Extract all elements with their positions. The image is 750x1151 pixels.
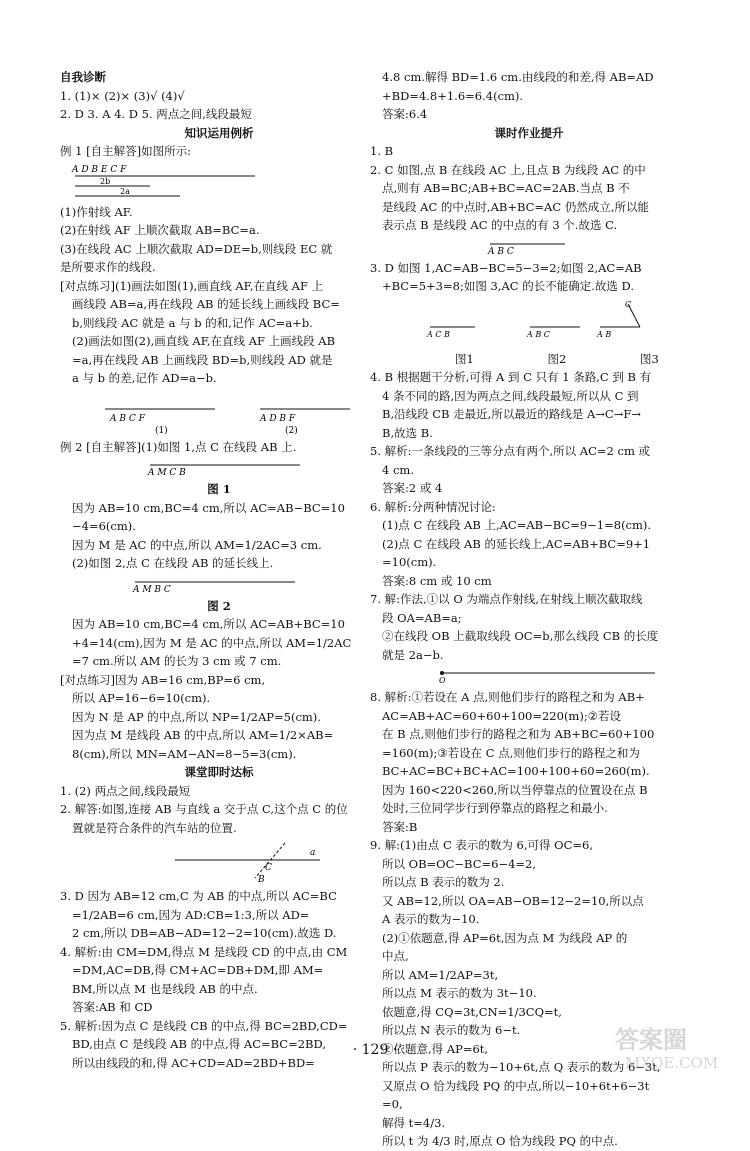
text-line: 4. B 根据题干分析,可得 A 到 C 只有 1 条路,C 到 B 有 bbox=[370, 370, 652, 384]
example-1-figure bbox=[60, 164, 260, 200]
text-line: 因为 160<220<260,所以当停靠点的位置设在点 B bbox=[382, 782, 648, 797]
text-line: 是所要求作的线段. bbox=[60, 260, 156, 274]
text-line: 所以 AM=1/2AP=3t, bbox=[382, 967, 499, 982]
text-line: 3. D 如图 1,AC=AB−BC=5−3=2;如图 2,AC=AB bbox=[370, 260, 642, 275]
text-line: +BC=5+3=8;如图 3,AC 的长不能确定.故选 D. bbox=[382, 279, 634, 293]
svg-text:(2): (2) bbox=[285, 425, 298, 435]
text-line: 所以点 N 表示的数为 6−t. bbox=[382, 1023, 521, 1037]
svg-text:2b: 2b bbox=[100, 176, 111, 186]
text-line: (3)在线段 AC 上顺次截取 AD=DE=b,则线段 EC 就 bbox=[60, 241, 333, 256]
section-title-self-diagnosis: 自我诊断 bbox=[60, 70, 106, 84]
text-line: 8. 解析:①若设在 A 点,则他们步行的路程之和为 AB+ bbox=[370, 690, 645, 704]
text-line: [对点练习](1)画法如图(1),画直线 AF,在直线 AF 上 bbox=[60, 278, 324, 293]
svg-text:A B C: A B C bbox=[488, 246, 514, 256]
text-line: =7 cm.所以 AM 的长为 3 cm 或 7 cm. bbox=[72, 654, 282, 668]
svg-text:a: a bbox=[310, 848, 316, 858]
svg-text:A M B C: A M B C bbox=[133, 584, 171, 594]
text-line: =1/2AB=6 cm,因为 AD:CB=1:3,所以 AD= bbox=[72, 907, 310, 922]
text-line: 表示点 B 是线段 AC 的中点的有 3 个.故选 C. bbox=[382, 218, 618, 232]
text-line: (1)点 C 在线段 AB 上,AC=AB−BC=9−1=8(cm). bbox=[382, 518, 652, 532]
example-1: 例 1 [自主解答]如图所示: bbox=[60, 144, 191, 158]
svg-text:A M C B: A M C B bbox=[148, 468, 186, 477]
text-line: =DM,AC=DB,得 CM+AC=DB+DM,即 AM= bbox=[72, 963, 324, 977]
text-line: 在 B 点,则他们步行的路程之和为 AB+BC=60+100 bbox=[382, 727, 655, 741]
text-line: 画线段 AB=a,再在线段 AB 的延长线上画线段 BC= bbox=[72, 297, 340, 311]
text-line: 4 条不同的路,因为两点之间,线段最短,所以从 C 到 bbox=[382, 388, 639, 403]
text-line: B,沿线段 CB 走最近,所以最近的路线是 A→C→F→ bbox=[382, 407, 641, 421]
text-line: 又 AB=12,所以 OA=AB−OB=12−2=10,所以点 bbox=[382, 893, 644, 908]
svg-text:2a: 2a bbox=[120, 186, 130, 196]
right-column bbox=[370, 68, 688, 1151]
svg-text:A B C: A B C bbox=[527, 329, 550, 339]
text-line: 2. 解答:如图,连接 AB 与直线 a 交于点 C,这个点 C 的位 bbox=[60, 802, 348, 816]
example-2: 例 2 [自主解答](1)如图 1,点 C 在线段 AB 上. bbox=[60, 439, 297, 454]
svg-text:B: B bbox=[258, 875, 265, 884]
text-line: 因为 AB=10 cm,BC=4 cm,所以 AC=AB+BC=10 bbox=[72, 617, 345, 631]
svg-text:(1): (1) bbox=[155, 425, 168, 435]
text-line: 2. C 如图,点 B 在线段 AC 上,且点 B 为线段 AC 的中 bbox=[370, 162, 646, 177]
text-line: 答案:AB 和 CD bbox=[72, 1000, 153, 1014]
text-line: ②依题意,得 AP=6t, bbox=[382, 1041, 489, 1056]
text-line: 4 cm. bbox=[382, 462, 414, 477]
figure-1 bbox=[60, 459, 310, 477]
text-line: 4. 解析:由 CM=DM,得点 M 是线段 CD 的中点,由 CM bbox=[60, 944, 348, 959]
text-line: 5. 解析:因为点 C 是线段 CB 的中点,得 BC=2BD,CD= bbox=[60, 1018, 348, 1033]
text-line: 是线段 AC 的中点时,AB+BC=AC 仍然成立,所以能 bbox=[382, 199, 649, 214]
section-title-knowledge: 知识运用例析 bbox=[184, 125, 254, 140]
text-line: AC=AB+AC=60+60+100=220(m);②若设 bbox=[382, 708, 622, 723]
left-column bbox=[60, 68, 378, 1072]
text-line: 答案:B bbox=[382, 819, 418, 834]
text-line: ②在线段 OB 上截取线段 OC=b,那么线段 CB 的长度 bbox=[382, 629, 659, 643]
text-line: [对点练习]因为 AB=16 cm,BP=6 cm, bbox=[60, 672, 266, 687]
text-line: (2)如图 2,点 C 在线段 AB 的延长线上. bbox=[72, 556, 274, 570]
svg-text:A D B F: A D B F bbox=[260, 413, 296, 424]
text-line: 所以点 M 表示的数为 3t−10. bbox=[382, 986, 537, 1000]
answer-line: 2. D 3. A 4. D 5. 两点之间,线段最短 bbox=[60, 107, 252, 121]
text-line: 所以 OB=OC−BC=6−4=2, bbox=[382, 856, 537, 871]
answer-line: 1. (1)× (2)× (3)√ (4)√ bbox=[60, 88, 185, 103]
text-line: a 与 b 的差,记作 AD=a−b. bbox=[72, 371, 217, 385]
text-line: 8(cm),所以 MN=AM−AN=8−5=3(cm). bbox=[72, 746, 297, 761]
text-line: 又原点 O 恰为线段 PQ 的中点,所以−10+6t+6−3t bbox=[382, 1078, 650, 1093]
svg-text:A B C F: A B C F bbox=[110, 413, 145, 424]
text-line: A 表示的数为−10. bbox=[382, 912, 480, 926]
text-line: 中点, bbox=[382, 949, 409, 963]
figure-caption: 图1 bbox=[455, 351, 474, 366]
svg-text:A D B E C F: A D B E C F bbox=[72, 164, 127, 175]
text-line: b,则线段 AC 就是 a 与 b 的和,记作 AC=a+b. bbox=[72, 315, 313, 330]
text-line: 答案:8 cm 或 10 cm bbox=[382, 573, 492, 588]
text-line: BC+AC=BC+BC+AC=100+100+60=260(m). bbox=[382, 764, 650, 778]
text-line: 4.8 cm.解得 BD=1.6 cm.由线段的和差,得 AB=AD bbox=[382, 70, 654, 84]
text-line: 3. D 因为 AB=12 cm,C 为 AB 的中点,所以 AC=BC bbox=[60, 889, 337, 903]
text-line: =a,再在线段 AB 上画线段 BD=b,则线段 AD 就是 bbox=[72, 352, 333, 367]
text-line: 段 OA=AB=a; bbox=[382, 610, 462, 625]
text-line: 处时,三位同学步行到停靠点的路程之和最小. bbox=[382, 801, 608, 815]
text-line: 因为 N 是 AP 的中点,所以 NP=1/2AP=5(cm). bbox=[72, 709, 321, 724]
section-title-class: 课堂即时达标 bbox=[184, 765, 254, 779]
text-line: (2)①依题意,得 AP=6t,因为点 M 为线段 AP 的 bbox=[382, 930, 628, 945]
figure-2-caption: 图 2 bbox=[207, 598, 231, 613]
text-line: 依题意,得 CQ=3t,CN=1/3CQ=t, bbox=[382, 1004, 562, 1019]
svg-text:O: O bbox=[439, 676, 446, 685]
text-line: 答案:6.4 bbox=[382, 107, 428, 121]
svg-text:A B: A B bbox=[597, 329, 612, 339]
text-line: 所以 AP=16−6=10(cm). bbox=[72, 691, 211, 705]
text-line: 所以点 B 表示的数为 2. bbox=[382, 875, 505, 889]
three-figures bbox=[370, 299, 670, 347]
text-line: 置就是符合条件的汽车站的位置. bbox=[72, 820, 237, 835]
text-line: 所以点 P 表示的数为−10+6t,点 Q 表示的数为 6−3t, bbox=[382, 1060, 661, 1074]
text-line: 因为 AB=10 cm,BC=4 cm,所以 AC=AB−BC=10 bbox=[72, 500, 345, 515]
figure-1-caption: 图 1 bbox=[207, 482, 231, 496]
figure-caption: 图3 bbox=[639, 351, 659, 366]
text-line: 2 cm,所以 DB=AB−AD=12−2=10(cm).故选 D. bbox=[72, 926, 337, 940]
text-line: 点,则有 AB=BC;AB+BC=AC=2AB.当点 B 不 bbox=[382, 181, 630, 195]
svg-text:A C B: A C B bbox=[427, 329, 450, 339]
watermark-logo bbox=[610, 1020, 740, 1072]
text-line: BD,由点 C 是线段 AB 的中点,得 AC=BC=2BD, bbox=[72, 1037, 326, 1051]
text-line: 1. B bbox=[370, 144, 394, 158]
text-line: =10(cm). bbox=[382, 555, 437, 569]
text-line: B,故选 B. bbox=[382, 425, 433, 440]
text-line: 6. 解析:分两种情况讨论: bbox=[370, 499, 496, 514]
text-line: 所以由线段的和,得 AC+CD=AD=2BD+BD= bbox=[72, 1055, 315, 1070]
section-title-homework: 课时作业提升 bbox=[494, 125, 564, 140]
page-number: · 129 · bbox=[352, 1042, 398, 1058]
figure-caption: 图2 bbox=[547, 351, 567, 366]
text-line: 所以 t 为 4/3 时,原点 O 恰为线段 PQ 的中点. bbox=[382, 1134, 618, 1148]
text-line: 7. 解:作法,①以 O 为端点作射线,在射线上顺次截取线 bbox=[370, 592, 643, 606]
text-line: 就是 2a−b. bbox=[382, 647, 444, 662]
text-line: (2)在射线 AF 上顺次截取 AB=BC=a. bbox=[60, 223, 260, 237]
text-line: 5. 解析:一条线段的三等分点有两个,所以 AC=2 cm 或 bbox=[370, 444, 651, 458]
text-line: +4=14(cm),因为 M 是 AC 的中点,所以 AM=1/2AC bbox=[72, 635, 352, 650]
text-line: +BD=4.8+1.6=6.4(cm). bbox=[382, 88, 524, 103]
text-line: 1. (2) 两点之间,线段最短 bbox=[60, 783, 191, 798]
figure-2 bbox=[60, 576, 310, 594]
text-line: (1)作射线 AF. bbox=[60, 204, 133, 219]
text-line: 9. 解:(1)由点 C 表示的数为 6,可得 OC=6, bbox=[370, 838, 594, 852]
text-line: (2)画法如图(2),画直线 AF,在直线 AF 上画线段 AB bbox=[72, 334, 336, 348]
ray-figure bbox=[370, 667, 670, 685]
bus-station-figure bbox=[60, 840, 360, 884]
figure-captions bbox=[370, 350, 688, 369]
text-line: (2)点 C 在线段 AB 的延长线上,AC=AB+BC=9+1 bbox=[382, 536, 651, 551]
practice-figures bbox=[60, 391, 360, 435]
text-line: 解得 t=4/3. bbox=[382, 1115, 446, 1130]
text-line: 因为点 M 是线段 AB 的中点,所以 AM=1/2×AB= bbox=[72, 728, 334, 742]
svg-text:答案圈: 答案圈 bbox=[615, 1025, 687, 1054]
text-line: −4=6(cm). bbox=[72, 519, 136, 533]
text-line: 因为 M 是 AC 的中点,所以 AM=1/2AC=3 cm. bbox=[72, 537, 322, 552]
text-line: 答案:2 或 4 bbox=[382, 481, 443, 495]
text-line: =0, bbox=[382, 1097, 403, 1111]
svg-text:MXQE.COM: MXQE.COM bbox=[625, 1054, 719, 1072]
text-line: BM,所以点 M 也是线段 AB 的中点. bbox=[72, 981, 258, 996]
midpoint-figure bbox=[370, 238, 670, 256]
svg-text:C: C bbox=[625, 299, 632, 309]
svg-text:C: C bbox=[265, 863, 272, 873]
text-line: =160(m);③若设在 C 点,则他们步行的路程之和为 bbox=[382, 745, 640, 760]
